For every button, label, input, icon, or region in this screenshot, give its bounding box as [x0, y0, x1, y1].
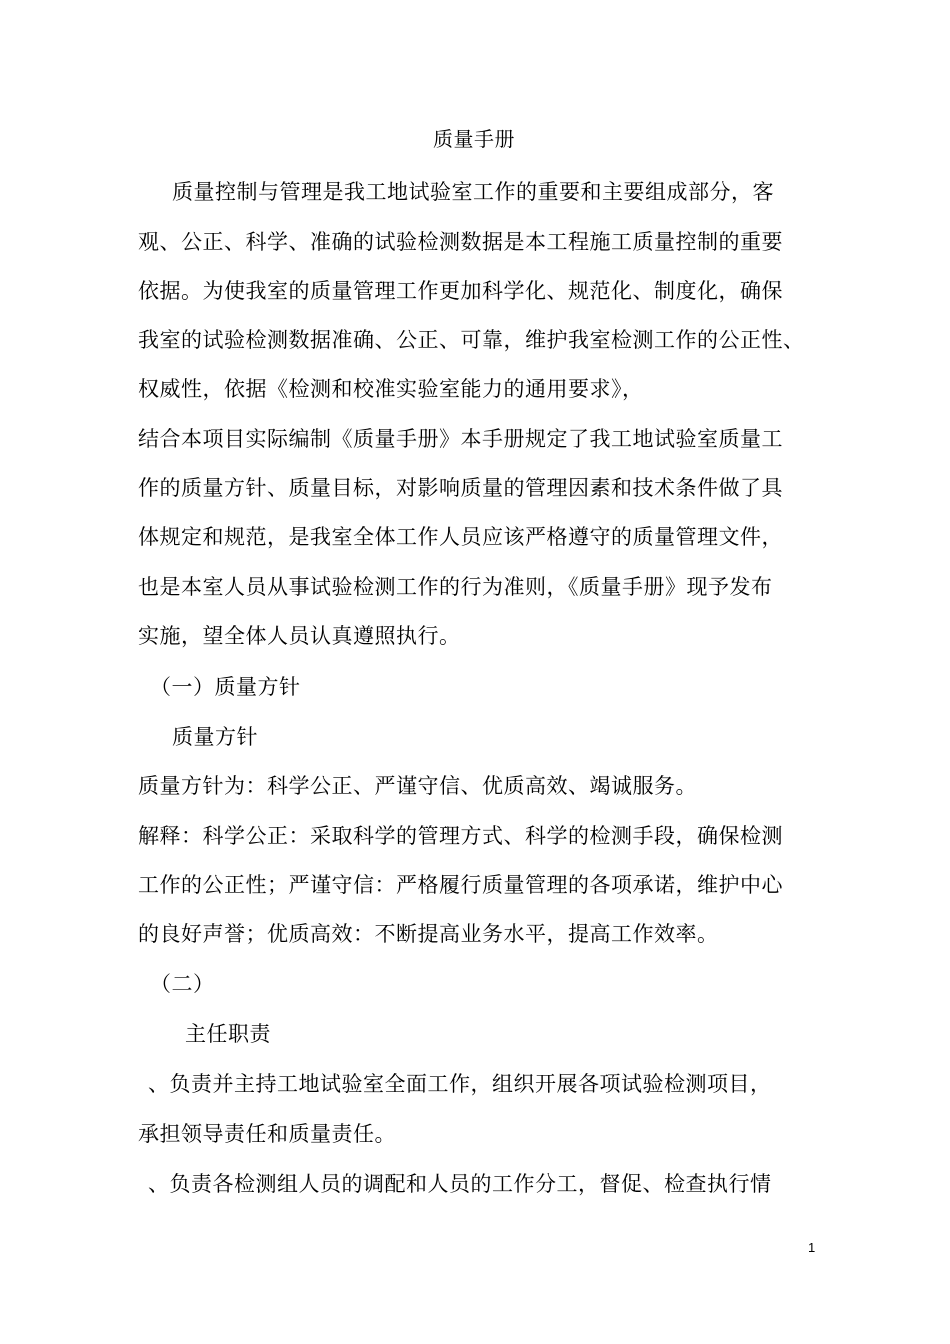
paragraph-line: 、负责并主持工地试验室全面工作，组织开展各项试验检测项目，: [148, 1072, 772, 1096]
page-number: 1: [808, 1240, 816, 1255]
subsection-heading: 主任职责: [185, 1022, 271, 1046]
section-heading: （二）: [150, 972, 215, 996]
paragraph-line: 承担领导责任和质量责任。: [138, 1122, 396, 1146]
paragraph-line: 的良好声誉；优质高效：不断提高业务水平，提高工作效率。: [138, 922, 719, 946]
paragraph-line: 实施，望全体人员认真遵照执行。: [138, 624, 461, 648]
paragraph-line: 、负责各检测组人员的调配和人员的工作分工，督促、检查执行情: [148, 1172, 772, 1196]
paragraph-line: 我室的试验检测数据准确、公正、可靠，维护我室检测工作的公正性、: [138, 328, 805, 352]
document-title: 质量手册: [433, 127, 515, 151]
section-heading: （一）质量方针: [150, 675, 301, 699]
paragraph-line: 工作的公正性；严谨守信：严格履行质量管理的各项承诺，维护中心: [138, 873, 783, 897]
paragraph-line: 质量控制与管理是我工地试验室工作的重要和主要组成部分，客: [172, 180, 774, 204]
paragraph-line: 也是本室人员从事试验检测工作的行为准则，《质量手册》现予发布: [138, 575, 773, 599]
paragraph-line: 解释：科学公正：采取科学的管理方式、科学的检测手段，确保检测: [138, 824, 783, 848]
paragraph-line: 质量方针为：科学公正、严谨守信、优质高效、竭诚服务。: [138, 774, 697, 798]
paragraph-line: 体规定和规范，是我室全体工作人员应该严格遵守的质量管理文件，: [138, 525, 783, 549]
paragraph-line: 结合本项目实际编制《质量手册》本手册规定了我工地试验室质量工: [138, 427, 783, 451]
paragraph-line: 观、公正、科学、准确的试验检测数据是本工程施工质量控制的重要: [138, 230, 783, 254]
subsection-heading: 质量方针: [172, 725, 258, 749]
paragraph-line: 依据。为使我室的质量管理工作更加科学化、规范化、制度化，确保: [138, 279, 783, 303]
paragraph-line: 权威性，依据《检测和校准实验室能力的通用要求》，: [138, 377, 644, 401]
paragraph-line: 作的质量方针、质量目标，对影响质量的管理因素和技术条件做了具: [138, 476, 783, 500]
